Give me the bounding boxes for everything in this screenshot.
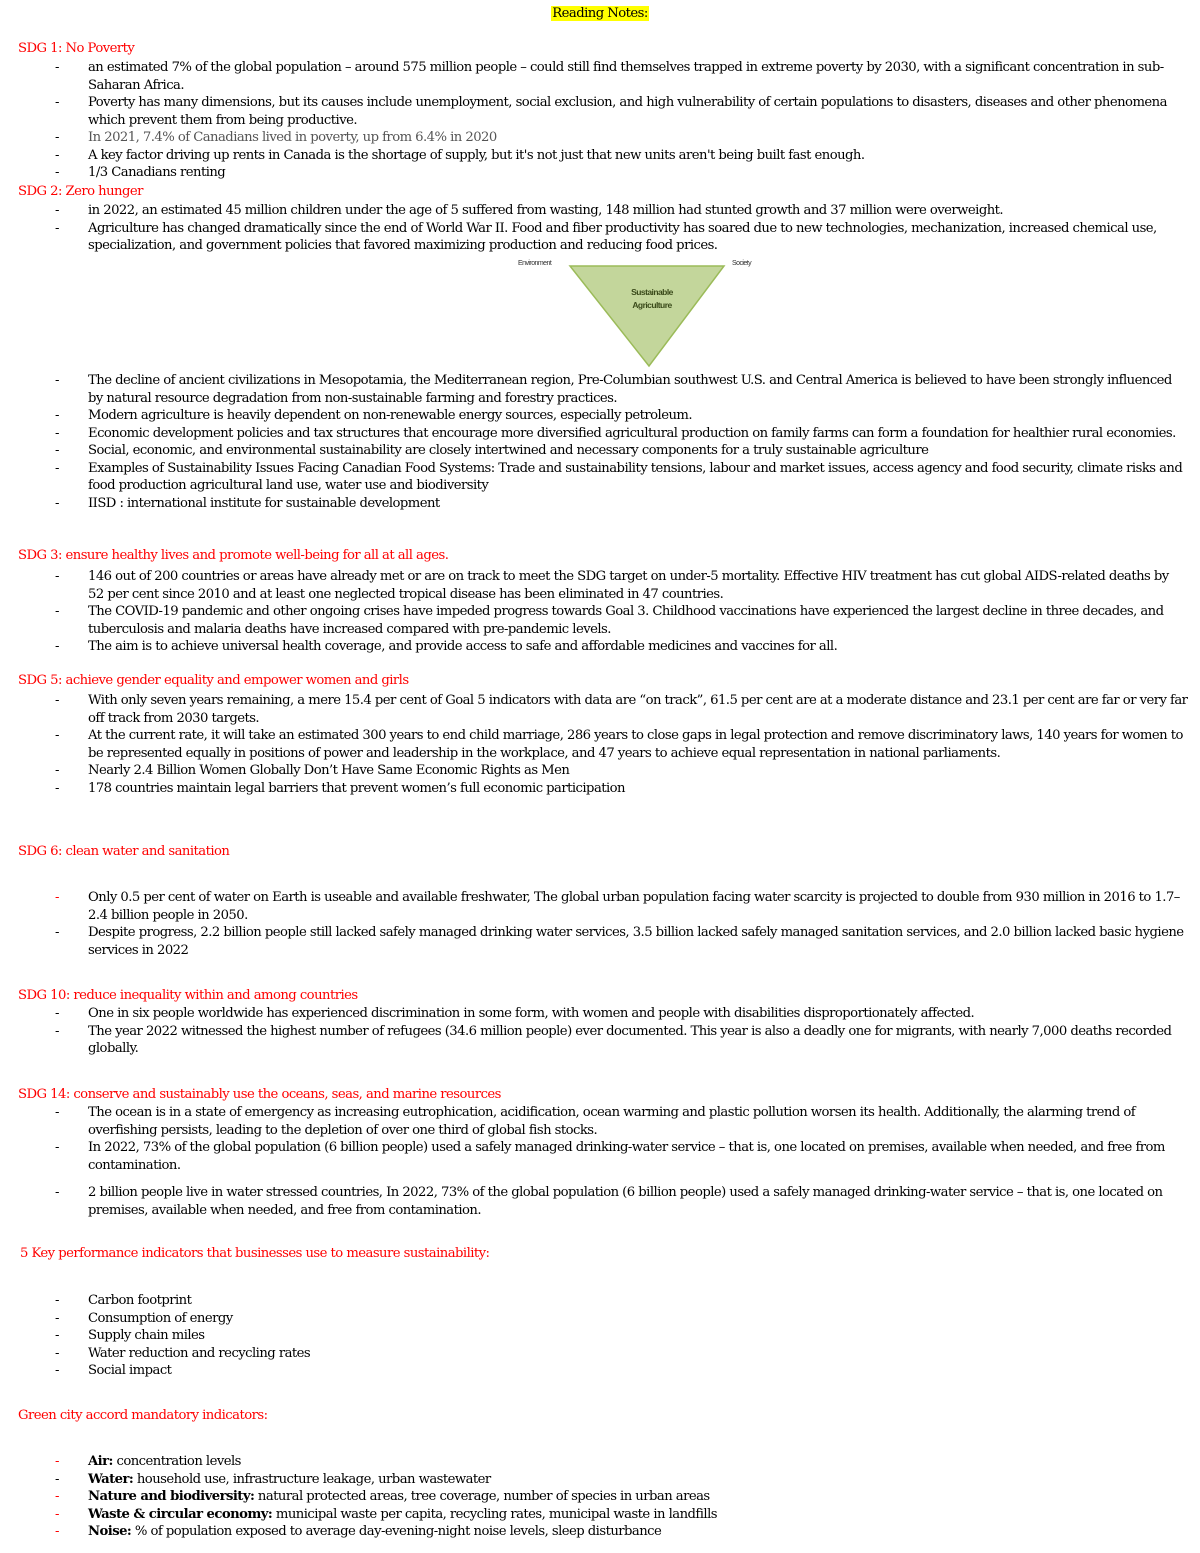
- section-heading-sdg3: SDG 3: ensure healthy lives and promote well-being for all at all ages.: [18, 548, 449, 563]
- list-item: - The ocean is in a state of emergency as increasing eutrophication, acidification, ocean warming and plastic pollution worsen its health. Additionally, the alarming trend of overfishing persists, leading to the depletion of over one third of global fish stocks.: [0, 1104, 1200, 1139]
- section-heading-sdg14: SDG 14: conserve and sustainably use the oceans, seas, and marine resources: [18, 1087, 501, 1102]
- list-item: - Economic development policies and tax structures that encourage more diversified agricultural production on family farms can form a foundation for healthier rural economies.: [0, 425, 1200, 443]
- sustainable-agriculture-diagram: [512, 258, 772, 370]
- section-list-kpis: [0, 1292, 1200, 1380]
- list-item: - In 2021, 7.4% of Canadians lived in poverty, up from 6.4% in 2020: [0, 129, 1200, 147]
- indicator-label: Noise:: [88, 1524, 132, 1539]
- list-item: [0, 1453, 1200, 1471]
- list-item: - 2 billion people live in water stressed countries, In 2022, 73% of the global population (6 billion people) used a safely managed drinking-water service – that is, one located on premises, available when needed, and free from contamination.: [0, 1184, 1200, 1219]
- indicator-label: Nature and biodiversity:: [88, 1489, 255, 1504]
- list-item: - Consumption of energy: [0, 1310, 1200, 1328]
- section-list-sdg10: [0, 1005, 1200, 1058]
- list-item: [0, 1488, 1200, 1506]
- section-heading-sdg10: SDG 10: reduce inequality within and among countries: [18, 988, 358, 1003]
- triangle-shape: [570, 266, 724, 366]
- section-heading-green-city: Green city accord mandatory indicators:: [18, 1408, 268, 1423]
- page-title-text: Reading Notes:: [552, 6, 648, 21]
- indicator-label: Waste & circular economy:: [88, 1506, 273, 1522]
- list-item: - IISD : international institute for sustainable development: [0, 495, 1200, 513]
- environment-label: Environment: [518, 260, 552, 267]
- section-list-sdg2-continued: [0, 372, 1200, 512]
- list-item: [0, 1523, 1200, 1541]
- list-item: [0, 1506, 1200, 1524]
- section-list-sdg2: [0, 202, 1200, 255]
- list-item: - Nearly 2.4 Billion Women Globally Don’t Have Same Economic Rights as Men: [0, 762, 1200, 780]
- list-item: - Agriculture has changed dramatically since the end of World War II. Food and fiber productivity has soared due to new technologies, mechanization, increased chemical use, specialization, and government policies that favored maximizing production and reducing food prices.: [0, 220, 1200, 255]
- section-list-sdg5: [0, 692, 1200, 797]
- list-item: - in 2022, an estimated 45 million children under the age of 5 suffered from wasting, 148 million had stunted growth and 37 million were overweight.: [0, 202, 1200, 220]
- section-heading-sdg6: SDG 6: clean water and sanitation: [18, 844, 230, 859]
- list-item: - Despite progress, 2.2 billion people still lacked safely managed drinking water services, 3.5 billion lacked safely managed sanitation services, and 2.0 billion lacked basic hygiene services in 2022: [0, 924, 1200, 959]
- section-heading-sdg5: SDG 5: achieve gender equality and empower women and girls: [18, 673, 409, 688]
- indicator-text: concentration levels: [112, 1454, 241, 1469]
- list-item: - In 2022, 73% of the global population (6 billion people) used a safely managed drinking-water service – that is, one located on premises, available when needed, and free from contamination.: [0, 1139, 1200, 1174]
- section-list-sdg3: [0, 568, 1200, 656]
- list-item: - 146 out of 200 countries or areas have already met or are on track to meet the SDG target on under-5 mortality. Effective HIV treatment has cut global AIDS-related deaths by 52 per cent since 2010 and at least one neglected tropical disease has been eliminated in 47 countries.: [0, 568, 1200, 603]
- section-list-sdg6: [0, 889, 1200, 959]
- indicator-label: Water:: [88, 1471, 134, 1487]
- list-item: - The COVID-19 pandemic and other ongoing crises have impeded progress towards Goal 3. Childhood vaccinations have experienced the largest decline in three decades, and tuberculosis and malaria deaths have increased compared with pre-pandemic levels.: [0, 603, 1200, 638]
- list-item: - 178 countries maintain legal barriers that prevent women’s full economic participation: [0, 780, 1200, 798]
- list-item: - Supply chain miles: [0, 1327, 1200, 1345]
- list-item: - Carbon footprint: [0, 1292, 1200, 1310]
- list-item: - The year 2022 witnessed the highest number of refugees (34.6 million people) ever documented. This year is also a deadly one for migrants, with nearly 7,000 deaths recorded globally.: [0, 1023, 1200, 1058]
- list-item: - Social impact: [0, 1362, 1200, 1380]
- indicator-text: % of population exposed to average day-evening-night noise levels, sleep disturbance: [131, 1524, 662, 1539]
- section-heading-sdg1: SDG 1: No Poverty: [18, 41, 135, 56]
- diagram-center-label-1: Sustainable: [631, 287, 673, 297]
- list-item: - Water reduction and recycling rates: [0, 1345, 1200, 1363]
- list-item: - Modern agriculture is heavily dependent on non-renewable energy sources, especially petroleum.: [0, 407, 1200, 425]
- society-label: Society: [732, 260, 752, 267]
- section-heading-kpis: 5 Key performance indicators that businesses use to measure sustainability:: [20, 1246, 490, 1261]
- list-item: - With only seven years remaining, a mere 15.4 per cent of Goal 5 indicators with data are “on track”, 61.5 per cent are at a moderate distance and 23.1 per cent are far or very far off track from 2030 targets.: [0, 692, 1200, 727]
- indicator-text: natural protected areas, tree coverage, number of species in urban areas: [254, 1489, 710, 1504]
- list-item: - The aim is to achieve universal health coverage, and provide access to safe and affordable medicines and vaccines for all.: [0, 638, 1200, 656]
- indicator-text: household use, infrastructure leakage, urban wastewater: [133, 1471, 491, 1487]
- list-item: - Poverty has many dimensions, but its causes include unemployment, social exclusion, and high vulnerability of certain populations to disasters, diseases and other phenomena which prevent them from being productive.: [0, 94, 1200, 129]
- list-item: - The decline of ancient civilizations in Mesopotamia, the Mediterranean region, Pre-Columbian southwest U.S. and Central America is believed to have been strongly influenced by natural resource degradation from non-sustainable farming and forestry practices.: [0, 372, 1200, 407]
- list-item: - Examples of Sustainability Issues Facing Canadian Food Systems: Trade and sustainability tensions, labour and market issues, access agency and food security, climate risks and food production agricultural land use, water use and biodiversity: [0, 460, 1200, 495]
- indicator-label: Air:: [88, 1454, 113, 1469]
- list-item: - One in six people worldwide has experienced discrimination in some form, with women and people with disabilities disproportionately affected.: [0, 1005, 1200, 1023]
- list-item: - Social, economic, and environmental sustainability are closely intertwined and necessary components for a truly sustainable agriculture: [0, 442, 1200, 460]
- list-item: [0, 1471, 1200, 1489]
- list-item: - At the current rate, it will take an estimated 300 years to end child marriage, 286 years to close gaps in legal protection and remove discriminatory laws, 140 years for women to be represented equally in positions of power and leadership in the workplace, and 47 years to achieve equal representation in national parliaments.: [0, 727, 1200, 762]
- section-heading-sdg2: SDG 2: Zero hunger: [18, 184, 143, 199]
- section-list-sdg1: [0, 59, 1200, 182]
- section-list-green-city: [0, 1453, 1200, 1541]
- page-title: [0, 6, 1200, 21]
- diagram-center-label-2: Agriculture: [632, 300, 672, 310]
- list-item: - A key factor driving up rents in Canada is the shortage of supply, but it's not just that new units aren't being built fast enough.: [0, 147, 1200, 165]
- indicator-text: municipal waste per capita, recycling rates, municipal waste in landfills: [272, 1506, 717, 1522]
- list-item: - Only 0.5 per cent of water on Earth is useable and available freshwater, The global urban population facing water scarcity is projected to double from 930 million in 2016 to 1.7–2.4 billion people in 2050.: [0, 889, 1200, 924]
- list-item: - 1/3 Canadians renting: [0, 164, 1200, 182]
- list-item: - an estimated 7% of the global population – around 575 million people – could still find themselves trapped in extreme poverty by 2030, with a significant concentration in sub-Saharan Africa.: [0, 59, 1200, 94]
- section-list-sdg14: [0, 1104, 1200, 1219]
